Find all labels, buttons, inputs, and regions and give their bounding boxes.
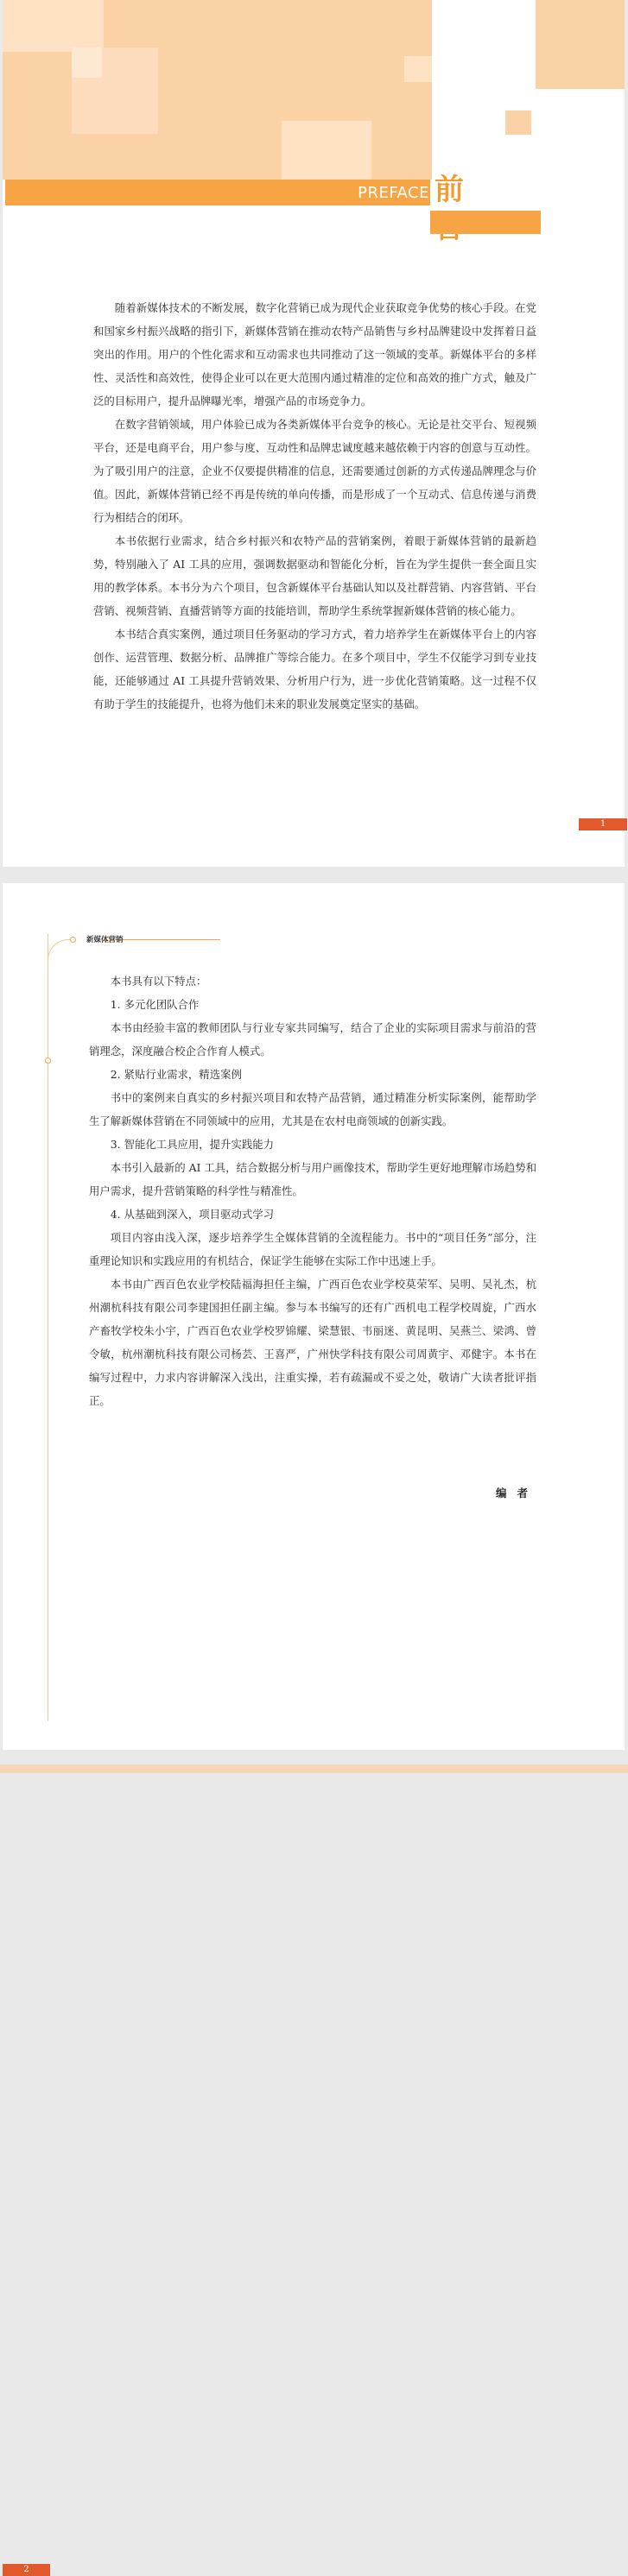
paragraph: 本书由经验丰富的教师团队与行业专家共同编写，结合了企业的实际项目需求与前沿的营销理念，深度融合校企合作育人模式。	[89, 1021, 536, 1058]
paragraph: 随着新媒体技术的不断发展，数字化营销已成为现代企业获取竞争优势的核心手段。在党和国家乡村振兴战略的指引下，新媒体营销在推动农特产品销售与乡村品牌建设中发挥着日益突出的作用。用户的个性化需求和互动需求也共同推动了这一领域的变革。新媒体平台的多样性、灵活性和高效性，使得企业可以在更大范围内通过精准的定位和高效的推广方式，触及广泛的目标用户，提升品牌曝光率，增强产品的市场竞争力。	[93, 301, 536, 407]
paragraph: 本书具有以下特点：	[110, 975, 207, 988]
feature-heading: 3. 智能化工具应用，提升实践能力	[110, 1138, 275, 1151]
preface-page-2	[3, 883, 625, 2574]
signature: 编者	[495, 1487, 538, 1500]
paragraph: 本书引入最新的 AI 工具，结合数据分析与用户画像技术，帮助学生更好地理解市场趋势和用户需求，提升营销策略的科学性与精准性。	[89, 1161, 536, 1197]
preface-title-cn: 前	[435, 173, 479, 207]
running-title: 新媒体营销	[86, 936, 124, 944]
ornament-dot	[70, 937, 76, 943]
feature-heading: 1. 多元化团队合作	[110, 998, 200, 1011]
paragraph: 本书依据行业需求，结合乡村振兴和农特产品的营销案例，着眼于新媒体营销的最新趋势，特别融入了 AI 工具的应用，强调数据驱动和智能化分析，旨在为学生提供一套全面且实用的教学体系。本书分为六个项目，包含新媒体平台基础认知以及社群营销、内容营销、平台营销、视频营销、直播营销等方面的技能培训，帮助学生系统掌握新媒体营销的核心能力。	[93, 534, 536, 617]
feature-heading: 2. 紧贴行业需求，精选案例	[110, 1068, 242, 1081]
deco-square	[505, 110, 531, 135]
preface-title-en: PREFACE	[358, 184, 429, 202]
deco-square	[72, 47, 102, 78]
paragraph: 在数字营销领域，用户体验已成为各类新媒体平台竞争的核心。无论是社交平台、短视频平台，还是电商平台，用户参与度、互动性和品牌忠诚度越来越依赖于内容的创意与互动性。为了吸引用户的注意，企业不仅要提供精准的信息，还需要通过创新的方式传递品牌理念与价值。因此，新媒体营销已经不再是传统的单向传播，而是形成了一个互动式、信息传递与消费行为相结合的闭环。	[93, 418, 536, 524]
paragraph: 项目内容由浅入深，逐步培养学生全媒体营销的全流程能力。书中的“项目任务”部分，注重理论知识和实践应用的有机结合，保证学生能够在实际工作中迅速上手。	[89, 1231, 536, 1267]
page-number: 2	[3, 2564, 50, 2576]
title-underline-bar	[430, 211, 541, 234]
paragraph: 本书结合真实案例，通过项目任务驱动的学习方式，着力培养学生在新媒体平台上的内容创作、运营管理、数据分析、品牌推广等综合能力。在多个项目中，学生不仅能学习到专业技能，还能够通过 AI 工具提升营销效果、分析用户行为，进一步优化营销策略。这一过程不仅有助于学生的技能提升，也将为他们未来的职业发展奠定坚实的基础。	[93, 628, 536, 710]
preface-body	[93, 296, 536, 716]
next-page-edge	[0, 1765, 628, 1773]
page2-body	[89, 969, 536, 1412]
preface-page	[3, 0, 625, 867]
paragraph: 书中的案例来自真实的乡村振兴项目和农特产品营销，通过精准分析实际案例，能帮助学生了解新媒体营销在不同领域中的应用，尤其是在农村电商领域的创新实践。	[89, 1091, 536, 1127]
feature-heading: 4. 从基础到深入，项目驱动式学习	[110, 1208, 275, 1221]
header-block-right	[536, 0, 625, 89]
margin-curve	[48, 939, 71, 966]
page-number: 1	[579, 818, 627, 830]
ornament-dot	[45, 1058, 51, 1064]
deco-square	[404, 56, 432, 82]
deco-square	[282, 121, 371, 180]
deco-square	[3, 0, 104, 52]
paragraph: 本书由广西百色农业学校陆福海担任主编，广西百色农业学校莫荣军、吴明、吴礼杰，杭州潮杭科技有限公司李建国担任副主编。参与本书编写的还有广西机电工程学校周旋，广西水产畜牧学校朱小宇，广西百色农业学校罗锦耀、梁慧银、韦丽迷、黄昆明、吴燕兰、梁鸿、曾令敏，杭州潮杭科技有限公司杨芸、王喜严，广州快学科技有限公司周黄宇、邓健宇。本书在编写过程中，力求内容讲解深入浅出，注重实操，若有疏漏或不妥之处，敬请广大读者批评指正。	[89, 1278, 536, 1407]
